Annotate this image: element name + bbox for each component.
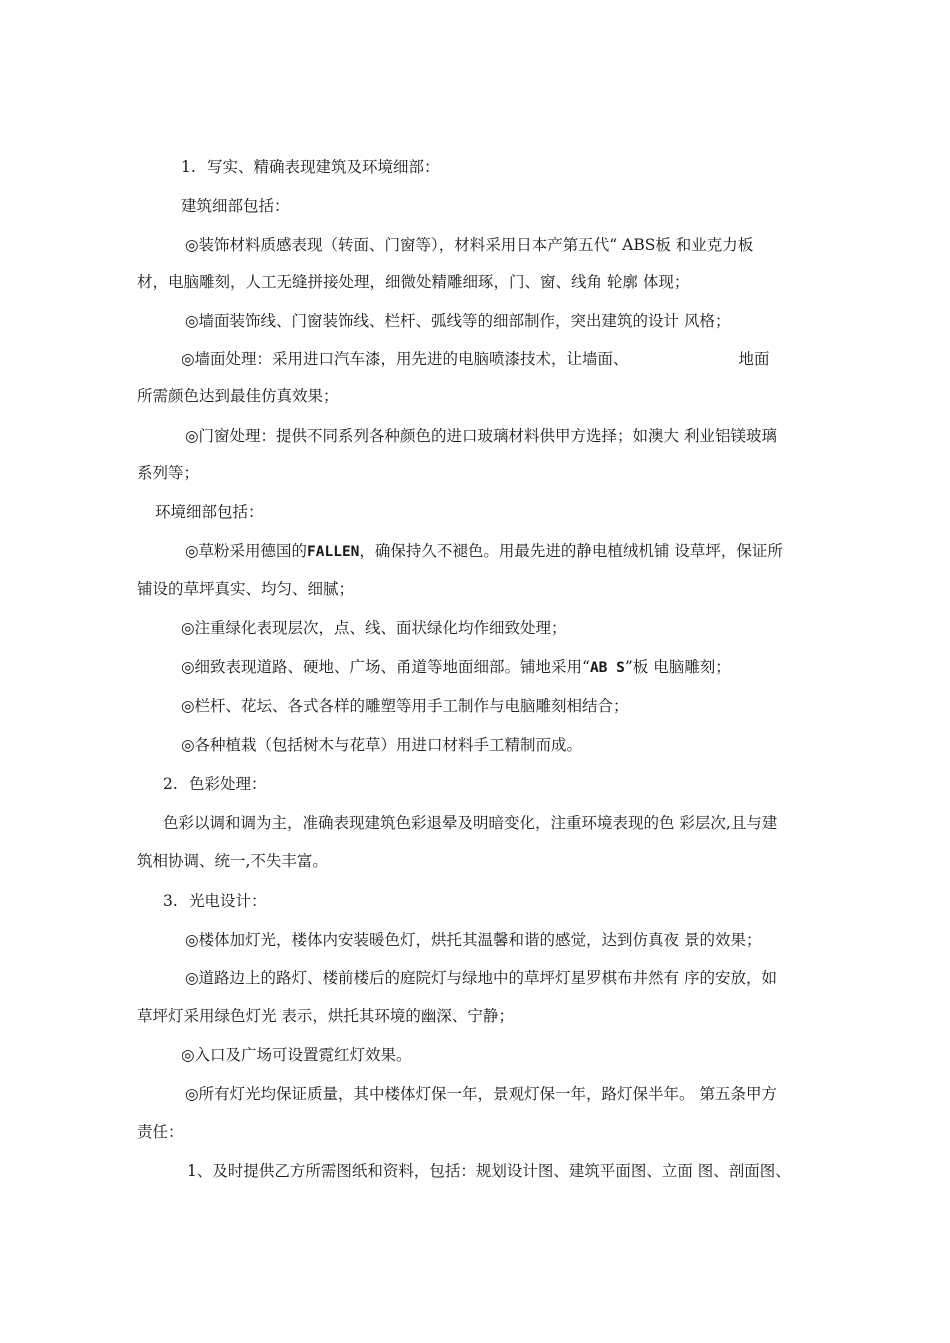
building-item-3-line-2: 所需颜色达到最佳仿真效果； [137,387,339,405]
section-1-title: 写实、精确表现建筑及环境细部： [207,158,440,176]
section-3-title: 光电设计： [189,892,267,910]
color-paragraph-line-2: 筑相协调、统一,不失丰富。 [137,852,328,870]
environment-item-1-tail: ，确保持久不褪色。用最先进的静电植绒机铺 设草坪，保证所 [359,542,783,560]
environment-item-3-tail: ”板 电脑雕刻； [624,658,731,676]
section-2-number: 2. [163,775,178,793]
brand-fallen: FALLEN [307,544,360,560]
environment-item-2: ◎注重绿化表现层次，点、线、面状绿化均作细致处理； [181,619,567,637]
building-item-2: ◎墙面装饰线、门窗装饰线、栏杆、弧线等的细部制作，突出建筑的设计 风格； [185,312,731,330]
party-a-responsibility-item-1: 1、及时提供乙方所需图纸和资料，包括：规划设计图、建筑平面图、立面 图、剖面图、 [187,1162,791,1180]
building-item-1-line-1: ◎装饰材料质感表现（转面、门窗等），材料采用日本产第五代“ ABS板 和业克力板 [185,236,754,254]
building-item-3-line-1 [181,349,770,369]
lighting-item-2-line-1: ◎道路边上的路灯、楼前楼后的庭院灯与绿地中的草坪灯星罗棋布井然有 序的安放，如 [185,969,777,987]
building-item-3-tail: 地面 [738,350,770,368]
environment-item-3-text: ◎细致表现道路、硬地、广场、甬道等地面细部。铺地采用“ [181,658,590,676]
environment-item-5: ◎各种植栽（包括树木与花草）用进口材料手工精制而成。 [181,736,583,754]
section-3-number: 3. [163,892,178,910]
lighting-item-4-line-2: 责任： [137,1123,184,1141]
lighting-item-1: ◎楼体加灯光，楼体内安装暖色灯，烘托其温馨和谐的感觉，达到仿真夜 景的效果； [185,931,762,949]
building-details-intro: 建筑细部包括： [181,197,290,215]
section-3-heading [163,891,267,911]
environment-item-1-line-2: 铺设的草坪真实、均匀、细腻； [137,580,355,598]
color-paragraph-line-1: 色彩以调和调为主，准确表现建筑色彩退晕及明暗变化，注重环境表现的色 彩层次,且与建 [163,814,778,832]
environment-item-1-text: ◎草粉采用德国的 [185,542,308,560]
section-2-title: 色彩处理： [189,775,267,793]
environment-item-4: ◎栏杆、花坛、各式各样的雕塑等用手工制作与电脑雕刻相结合； [181,697,629,715]
building-item-4-line-2: 系列等； [137,464,200,482]
environment-details-intro: 环境细部包括： [155,503,264,521]
lighting-item-2-line-2: 草坪灯采用绿色灯光 表示，烘托其环境的幽深、宁静； [137,1007,514,1025]
environment-item-3 [181,657,731,678]
building-item-4-line-1: ◎门窗处理：提供不同系列各种颜色的进口玻璃材料供甲方选择；如澳大 利业铝镁玻璃 [185,427,777,445]
lighting-item-4-line-1: ◎所有灯光均保证质量，其中楼体灯保一年，景观灯保一年，路灯保半年。 第五条甲方 [185,1085,777,1103]
building-item-3-text: ◎墙面处理：采用进口汽车漆，用先进的电脑喷漆技术，让墙面、 [181,350,629,368]
environment-item-1-line-1 [185,541,783,562]
section-1-heading [181,157,440,177]
building-item-1-line-2: 材，电脑雕刻，人工无缝拼接处理，细微处精雕细琢，门、窗、线角 轮廓 体现； [137,273,690,291]
section-2-heading [163,774,267,794]
lighting-item-3: ◎入口及广场可设置霓红灯效果。 [181,1046,412,1064]
brand-abs: AB S [589,660,625,676]
section-1-number: 1. [181,158,196,176]
